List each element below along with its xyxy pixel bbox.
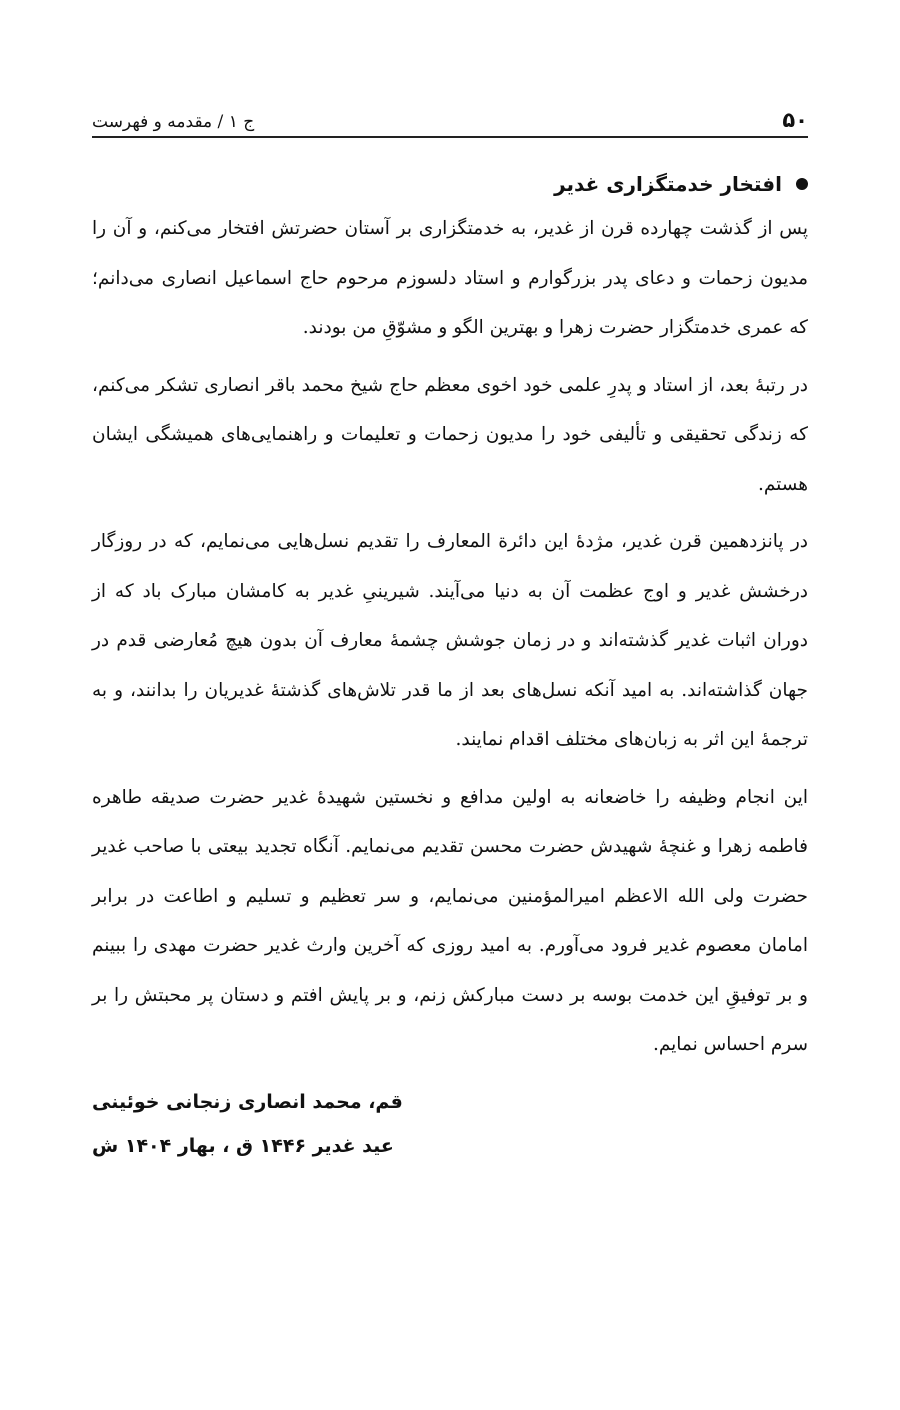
signature-block <box>92 1080 808 1168</box>
book-page <box>92 96 808 1316</box>
section-heading <box>92 168 808 200</box>
signature-name: قم، محمد انصاری زنجانی خوئینی <box>92 1090 403 1113</box>
paragraph-4: این انجام وظیفه را خاضعانه به اولین مدافع و نخستین شهیدهٔ غدیر حضرت صدیقه طاهره فاطمه زهرا و غنچهٔ شهیدش حضرت محسن تقدیم می‌نمایم. آنگاه تجدید بیعتی با صاحب غدیر حضرت ولی الله الاعظم امیرالمؤمنین می‌نمایم، و سر تعظیم و تسلیم و اطاعت در برابر امامان معصوم غدیر فرود می‌آورم. به امید روزی که آخرین وارث غدیر حضرت مهدی را ببینم و بر توفیقِ این خدمت بوسه بر دست مبارکش زنم، و بر پایش افتم و دستان پر محبتش را بر سرم احساس نمایم. <box>92 786 808 1055</box>
bullet-icon <box>796 178 808 190</box>
running-header <box>92 96 808 138</box>
signature-date: عید غدیر ۱۴۴۶ ق ، بهار ۱۴۰۴ ش <box>92 1134 394 1157</box>
page-number: ۵۰ <box>782 108 808 132</box>
chapter-label: ج ۱ / مقدمه و فهرست <box>92 112 255 132</box>
section-title: افتخار خدمتگزاری غدیر <box>554 172 782 196</box>
paragraph-2: در رتبهٔ بعد، از استاد و پدرِ علمی خود اخوی معظم حاج شیخ محمد باقر انصاری تشکر می‌کنم، که زندگی تحقیقی و تألیفی خود را مدیون زحمات و تعلیمات و راهنمایی‌های همیشگی ایشان هستم. <box>92 374 808 495</box>
paragraph-1: پس از گذشت چهارده قرن از غدیر، به خدمتگزاری بر آستان حضرتش افتخار می‌کنم، و آن را مدیون زحمات و دعای پدر بزرگوارم و استاد دلسوزم مرحوم حاج اسماعیل انصاری می‌دانم؛ که عمری خدمتگزار حضرت زهرا و بهترین الگو و مشوّقِ من بودند. <box>92 218 808 338</box>
paragraph-3: در پانزدهمین قرن غدیر، مژدهٔ این دائرة المعارف را تقدیم نسل‌هایی می‌نمایم، که در روزگار درخشش غدیر و اوج عظمت آن به دنیا می‌آیند. شیرینیِ غدیر به کامشان مبارک باد که از دوران اثبات غدیر گذشته‌اند و در زمان جوشش چشمهٔ معارف آن بدون هیچ مُعارضی قدم در جهان گذاشته‌اند. به امید آنکه نسل‌های بعد از ما قدر تلاش‌های گذشتهٔ غدیریان را بدانند، و به ترجمهٔ این اثر به زبان‌های مختلف اقدام نمایند. <box>92 531 808 750</box>
